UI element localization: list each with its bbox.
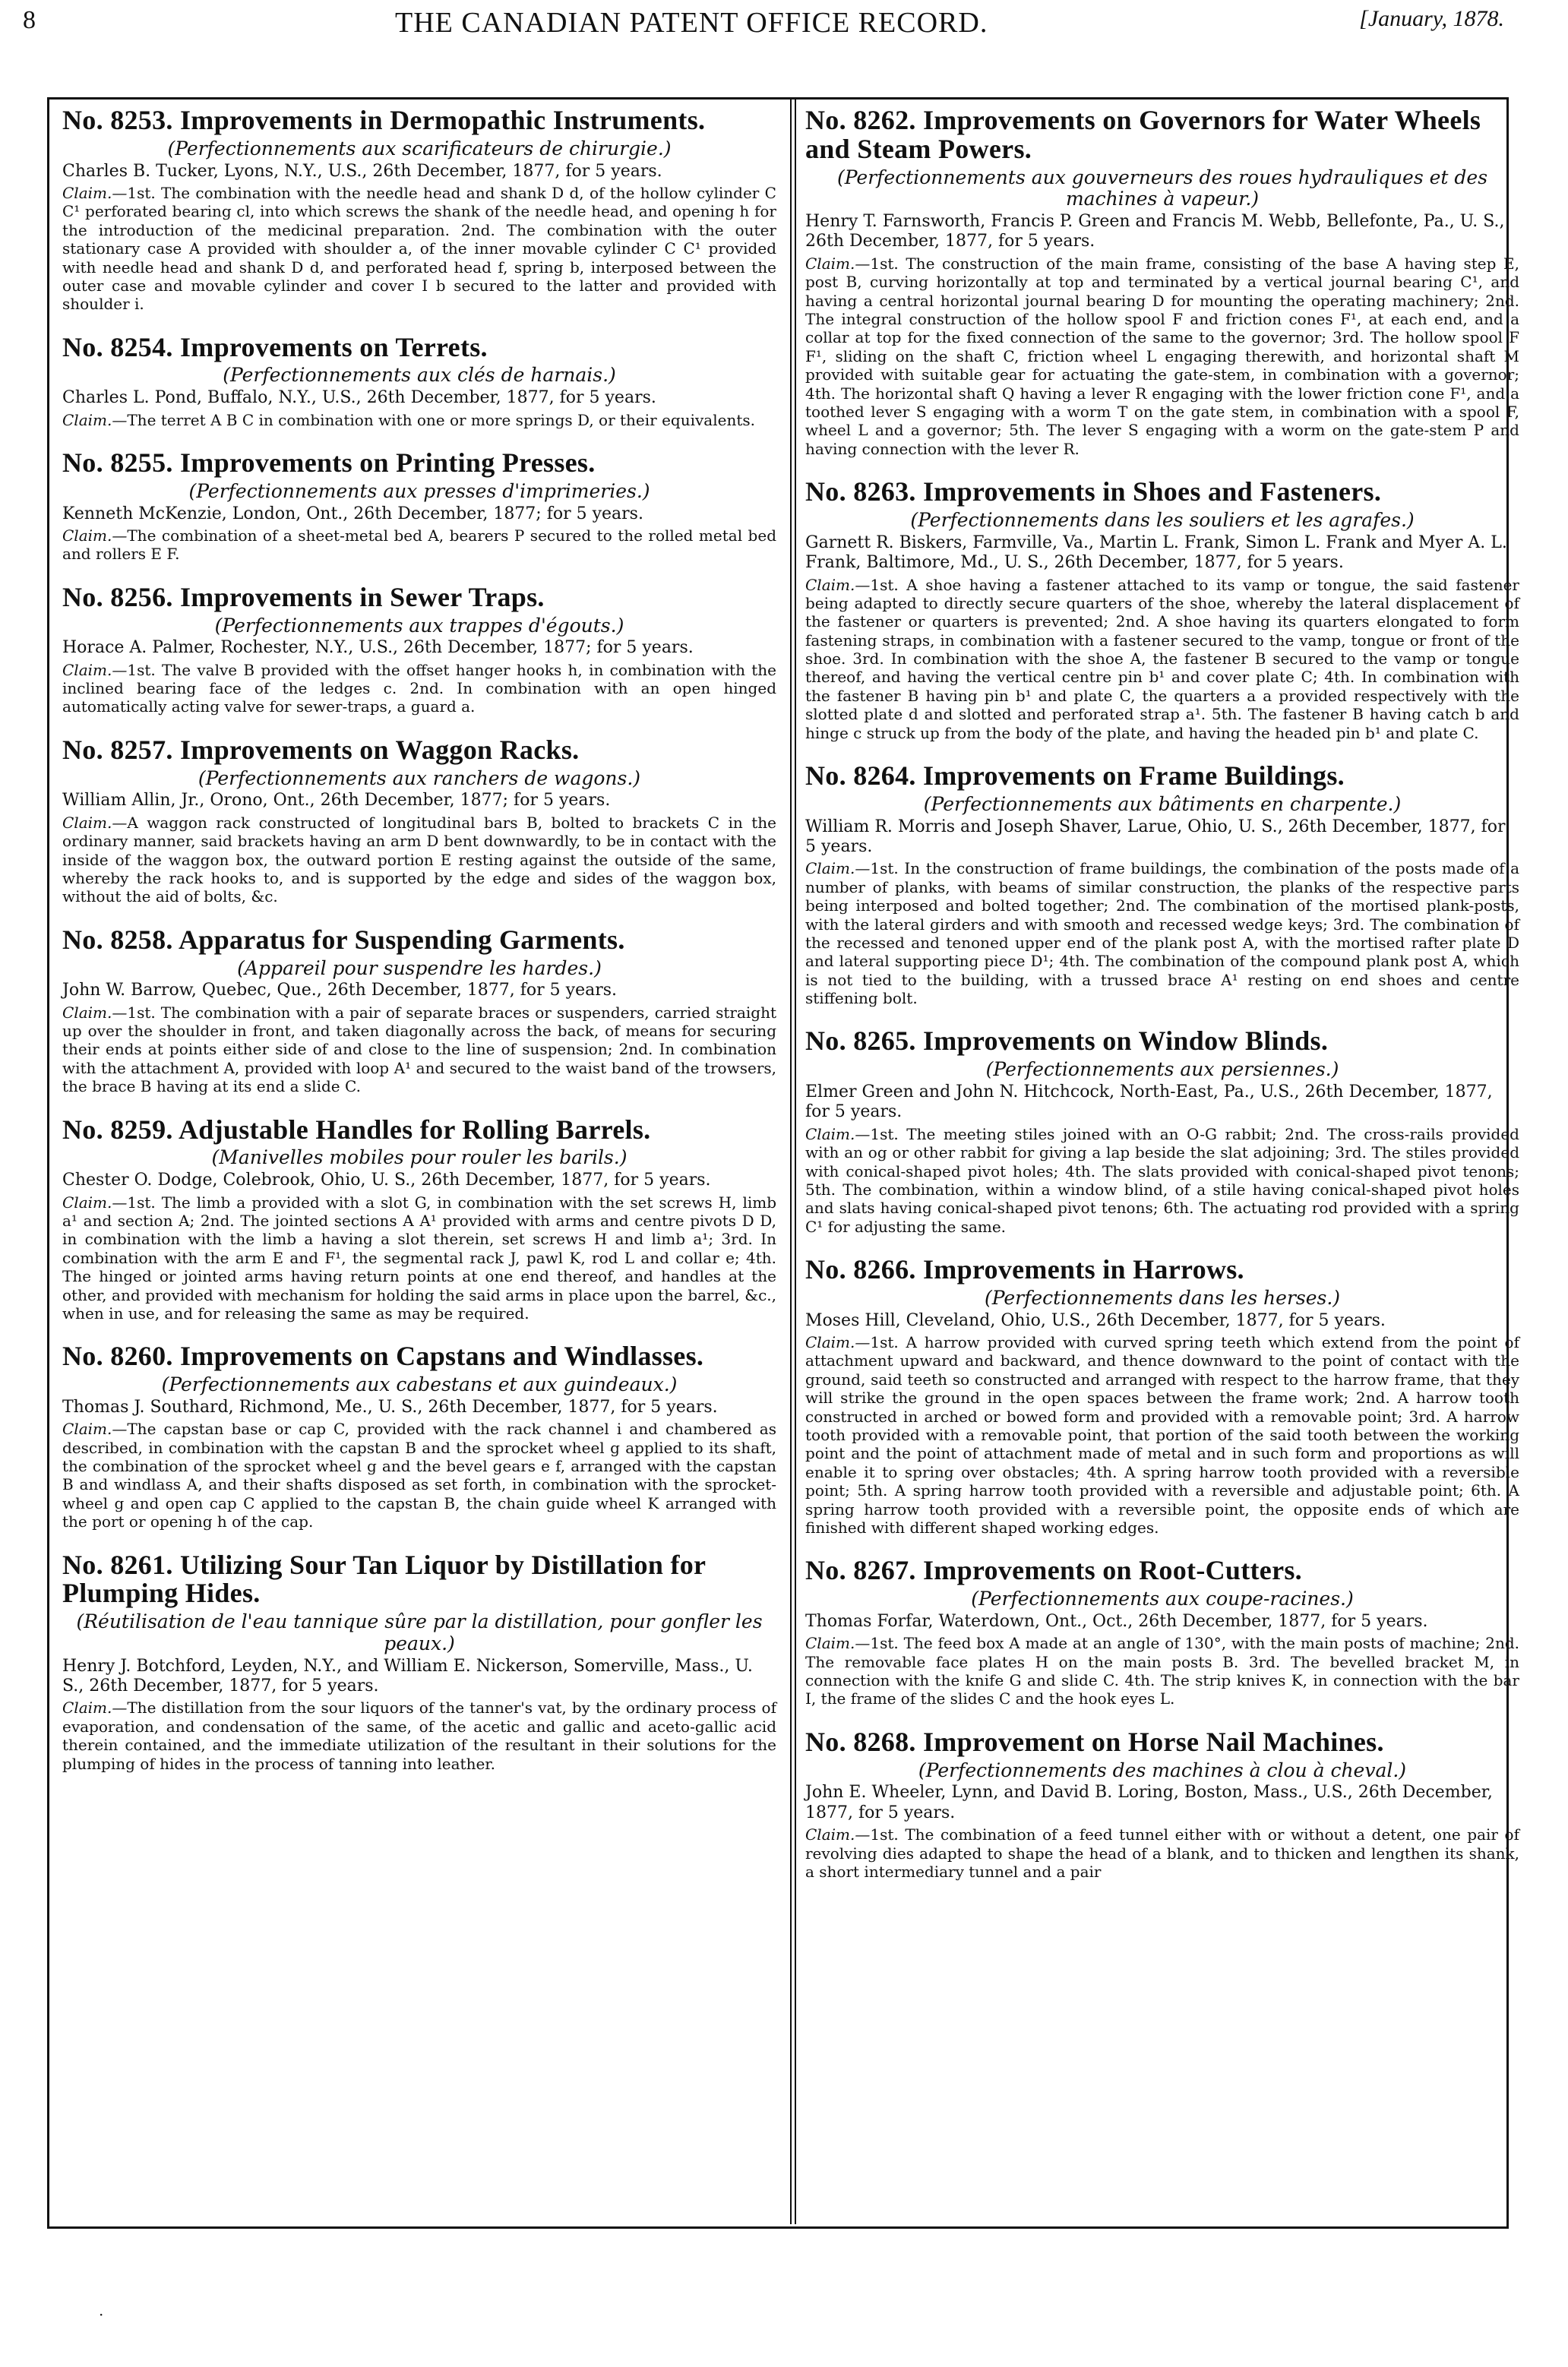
claim-text bbox=[62, 1003, 776, 1096]
patent-entry bbox=[62, 1116, 776, 1323]
claim-body: 1st. The combination of a feed tunnel either with or without a detent, one pair of revolving dies adapted to shape the head of a blank, and to thicken and lengthen its shank, a short intermediary tunnel and a pair bbox=[805, 1825, 1519, 1881]
claim-body: 1st. A shoe having a fastener attached to its vamp or tongue, the said fastener being adapted to directly secure quarters of the shoe, whereby the lateral displacement of the fastener or quarters is prevented; 2nd. A shoe having its quarters elongated to form fastening straps, in combination with a fastener secured to the vamp, tongue or front of the shoe. 3rd. In combination with the shoe A, the fastener B secured to the vamp or tongue thereof, and having the vertical centre pin b¹ and cover plate C; 4th. In combination with the fastener B having pin b¹ and plate C, the quarters a a provided respectively with the slotted plate d and slotted and perforated strap a¹. 5th. The fastener B having catch b and hinge c struck up from the body of the plate, and having the headed pin b¹ and plate C. bbox=[805, 575, 1519, 742]
inventor-line: Henry J. Botchford, Leyden, N.Y., and William E. Nickerson, Somerville, Mass., U. S., 26th December, 1877, for 5 years. bbox=[62, 1656, 753, 1696]
claim-text bbox=[805, 1634, 1519, 1708]
patent-heading: No. 8261. Utilizing Sour Tan Liquor by Distillation for Plumping Hides. bbox=[62, 1549, 706, 1609]
french-title: (Perfectionnements aux coupe-racines.) bbox=[971, 1588, 1354, 1610]
french-title: (Réutilisation de l'eau tannique sûre par la distillation, pour gonfler les peaux.) bbox=[76, 1610, 763, 1654]
column-divider bbox=[790, 97, 796, 2224]
french-title: (Perfectionnements aux trappes d'égouts.) bbox=[214, 614, 624, 637]
right-column bbox=[805, 106, 1519, 1901]
inventor-line: Moses Hill, Cleveland, Ohio, U.S., 26th December, 1877, for 5 years. bbox=[805, 1310, 1386, 1330]
claim-label: Claim.— bbox=[62, 660, 128, 679]
patent-entry bbox=[62, 736, 776, 906]
patent-heading: No. 8260. Improvements on Capstans and Windlasses. bbox=[62, 1341, 704, 1372]
claim-label: Claim.— bbox=[62, 526, 128, 545]
claim-text bbox=[805, 1125, 1519, 1236]
french-title: (Perfectionnements aux cabestans et aux guindeaux.) bbox=[161, 1373, 678, 1396]
claim-label: Claim.— bbox=[62, 410, 128, 429]
patent-entry bbox=[62, 333, 776, 429]
patent-heading: No. 8257. Improvements on Waggon Racks. bbox=[62, 734, 580, 765]
page-number: 8 bbox=[23, 6, 36, 34]
patent-entry bbox=[62, 106, 776, 314]
claim-body: The capstan base or cap C, provided with the rack channel i and chambered as described, in combination with the capstan B and the sprocket wheel g applied to its shaft, the combination of the sprocket wheel g and the bevel gears e f, arranged with the capstan B and windlass A, and their shafts disposed as set forth, in combination with the sprocket-wheel g and open cap C applied to the capstan B, the chain guide wheel K arranged with the port or opening h of the cap. bbox=[62, 1420, 776, 1531]
french-title: (Perfectionnements aux scarificateurs de chirurgie.) bbox=[167, 137, 672, 160]
patent-heading: No. 8262. Improvements on Governors for Water Wheels and Steam Powers. bbox=[805, 105, 1481, 164]
claim-text bbox=[805, 859, 1519, 1007]
inventor-line: Charles B. Tucker, Lyons, N.Y., U.S., 26th December, 1877, for 5 years. bbox=[62, 161, 662, 181]
inventor-line: Garnett R. Biskers, Farmville, Va., Martin L. Frank, Simon L. Frank and Myer A. L. Frank, Baltimore, Md., U. S., 26th December, 1877, for 5 years. bbox=[805, 532, 1507, 573]
patent-heading: No. 8255. Improvements on Printing Presses. bbox=[62, 447, 596, 478]
claim-text bbox=[805, 1825, 1519, 1881]
french-title: (Perfectionnements aux presses d'imprimeries.) bbox=[188, 479, 650, 502]
inventor-line: Henry T. Farnsworth, Francis P. Green and Francis M. Webb, Bellefonte, Pa., U. S., 26th December, 1877, for 5 years. bbox=[805, 212, 1505, 251]
claim-label: Claim.— bbox=[805, 254, 871, 273]
claim-label: Claim.— bbox=[62, 813, 128, 832]
claim-label: Claim.— bbox=[805, 1634, 871, 1653]
patent-entry bbox=[805, 762, 1519, 1007]
claim-body: 1st. The meeting stiles joined with an O-G rabbit; 2nd. The cross-rails provided with an og or other rabbit for giving a lap beside the slat adjoining; 3rd. The stiles provided with conical-shaped pivot holes; 4th. The slats provided with conical-shaped pivot tenons; 5th. The combination, within a window blind, of a stile having conical-shaped pivot holes and slats having conical-shaped pivot tenons; 6th. The actuating rod provided with a spring C¹ for adjusting the same. bbox=[805, 1124, 1519, 1236]
inventor-line: John E. Wheeler, Lynn, and David B. Loring, Boston, Mass., U.S., 26th December, 1877, for 5 years. bbox=[805, 1783, 1493, 1822]
left-column bbox=[62, 106, 776, 1793]
patent-heading: No. 8267. Improvements on Root-Cutters. bbox=[805, 1555, 1302, 1586]
patent-entry bbox=[62, 583, 776, 716]
french-title: (Perfectionnements dans les souliers et les agrafes.) bbox=[910, 508, 1415, 531]
french-title: (Perfectionnements aux clés de harnais.) bbox=[223, 364, 616, 387]
patent-entry bbox=[805, 1027, 1519, 1236]
patent-entry bbox=[805, 106, 1519, 458]
patent-entry bbox=[62, 926, 776, 1096]
claim-label: Claim.— bbox=[62, 1193, 128, 1212]
patent-entry bbox=[62, 1342, 776, 1531]
patent-heading: No. 8264. Improvements on Frame Buildings. bbox=[805, 760, 1345, 792]
claim-text bbox=[62, 661, 776, 716]
claim-body: 1st. A harrow provided with curved spring teeth which extend from the point of attachment upward and backward, and thence downward to the point of contact with the ground, said teeth so constructed and arranged with respect to the harrow frame, that they will strike the ground in the open spaces between the frame work; 2nd. A harrow tooth constructed in arched or bowed form and provided with a removable point; 3rd. A harrow tooth provided with a removable point, that portion of the said tooth between the working point and the point of attachment made of metal and in such form and proportions as will enable it to spring over obstacles; 4th. A spring harrow tooth provided with a reversible point; 5th. A spring harrow tooth provided with a reversible and adjustable point; 6th. A spring harrow tooth provided with a reversible point, the opposite ends of which are finished with different shaped working edges. bbox=[805, 1333, 1519, 1537]
claim-label: Claim.— bbox=[805, 1124, 871, 1143]
patent-heading: No. 8253. Improvements in Dermopathic Instruments. bbox=[62, 105, 706, 135]
claim-text bbox=[805, 576, 1519, 743]
inventor-line: John W. Barrow, Quebec, Que., 26th December, 1877, for 5 years. bbox=[62, 981, 618, 1000]
french-title: (Perfectionnements aux gouverneurs des roues hydrauliques et des machines à vapeur.) bbox=[836, 166, 1488, 210]
patent-heading: No. 8258. Apparatus for Suspending Garments. bbox=[62, 924, 625, 955]
french-title: (Perfectionnements aux bâtiments en charpente.) bbox=[923, 792, 1402, 815]
claim-label: Claim.— bbox=[805, 575, 871, 594]
patent-entry bbox=[805, 478, 1519, 742]
claim-body: 1st. The combination with a pair of separate braces or suspenders, carried straight up over the shoulder in front, and taken diagonally across the back, of means for securing their ends at points either side of and close to the line of suspension; 2nd. In combination with the attachment A, provided with loop A¹ and secured to the waist band of the trowsers, the brace B having at its end a slide C. bbox=[62, 1003, 776, 1096]
claim-text bbox=[62, 1193, 776, 1323]
french-title: (Perfectionnements aux persiennes.) bbox=[985, 1058, 1339, 1081]
inventor-line: Charles L. Pond, Buffalo, N.Y., U.S., 26th December, 1877, for 5 years. bbox=[62, 388, 656, 408]
french-title: (Perfectionnements des machines à clou à cheval.) bbox=[918, 1759, 1407, 1781]
patent-heading: No. 8263. Improvements in Shoes and Fasteners. bbox=[805, 476, 1382, 507]
patent-entry bbox=[805, 1556, 1519, 1708]
french-title: (Perfectionnements dans les herses.) bbox=[984, 1286, 1341, 1309]
patent-entry bbox=[805, 1256, 1519, 1537]
claim-text bbox=[62, 1420, 776, 1531]
patent-entry bbox=[62, 449, 776, 564]
french-title: (Perfectionnements aux ranchers de wagons.) bbox=[198, 766, 641, 789]
inventor-line: Kenneth McKenzie, London, Ont., 26th December, 1877; for 5 years. bbox=[62, 504, 643, 523]
patent-heading: No. 8254. Improvements on Terrets. bbox=[62, 331, 488, 362]
claim-text bbox=[62, 411, 776, 429]
patent-entry bbox=[62, 1551, 776, 1773]
french-title: (Manivelles mobiles pour rouler les barils.) bbox=[211, 1146, 628, 1169]
claim-body: The distillation from the sour liquors of the tanner's vat, by the ordinary process of evaporation, and condensation of the same, of the acetic and gallic and aceto-gallic acid therein contained, and the immediate utilization of the resultant in their solutions for the plumping of hides in the process of tanning into leather. bbox=[62, 1699, 776, 1773]
claim-label: Claim.— bbox=[62, 1699, 128, 1718]
claim-text bbox=[62, 814, 776, 906]
footer-mark: · bbox=[99, 2305, 104, 2324]
claim-body: 1st. The construction of the main frame, consisting of the base A having step E, post B, curving horizontally at top and terminated by a vertical journal bearing C¹, and having a central horizontal journal bearing D for mounting the operating machinery; 2nd. The integral construction of the hollow spool F and friction cones F¹, at each end, and a collar at top for the fixed connection of the same to the governor; 3rd. The hollow spool F F¹, sliding on the shaft C, friction wheel L engaging therewith, and horizontal shaft M provided with suitable gear for actuating the gate-stem, in combination with a governor; 4th. The horizontal shaft Q having a lever R engaging with the lower friction cone F¹, and a toothed lever S engaging with a worm T on the gate stem, in combination with a spool F, wheel L and a governor; 5th. The lever S engaging with a worm on the gate-stem P and having connection with the lever R. bbox=[805, 254, 1519, 458]
patent-entry bbox=[805, 1728, 1519, 1882]
patent-heading: No. 8266. Improvements in Harrows. bbox=[805, 1254, 1244, 1285]
patent-heading: No. 8259. Adjustable Handles for Rolling Barrels. bbox=[62, 1114, 651, 1145]
inventor-line: Elmer Green and John N. Hitchcock, North-East, Pa., U.S., 26th December, 1877, for 5 years. bbox=[805, 1082, 1493, 1122]
issue-date: [January, 1878. bbox=[1359, 6, 1504, 31]
claim-body: 1st. The limb a provided with a slot G, in combination with the set screws H, limb a¹ and section A; 2nd. The jointed sections A A¹ provided with arms and centre pivots D D, in combination with the limb a having a slot therein, set screws H and limb a¹; 3rd. In combination with the arm E and F¹, the segmental rack J, pawl K, rod L and collar e; 4th. The hinged or jointed arms having return points at one end thereof, and handles at the other, and provided with mechanism for holding the said arms in place upon the barrel, &c., when in use, and for releasing the same as may be required. bbox=[62, 1193, 776, 1323]
claim-body: The combination of a sheet-metal bed A, bearers P secured to the rolled metal bed and rollers E F. bbox=[62, 526, 776, 564]
claim-body: 1st. The feed box A made at an angle of 130°, with the main posts of machine; 2nd. The removable face plates H on the main posts B. 3rd. The bevelled bracket M, in connection with the knife G and slide C. 4th. The strip knives K, in connection with the bar I, the frame of the slides C and the hook eyes L. bbox=[805, 1634, 1519, 1708]
claim-body: A waggon rack constructed of longitudinal bars B, bolted to brackets C in the ordinary manner, said brackets having an arm D bent downwardly, to be in contact with the inside of the waggon box, the outward portion E resting against the outside of the same, whereby the rack hooks to, and is supported by the edge and sides of the waggon box, without the aid of bolts, &c. bbox=[62, 813, 776, 906]
claim-label: Claim.— bbox=[805, 859, 871, 878]
claim-text bbox=[62, 1699, 776, 1773]
inventor-line: Thomas J. Southard, Richmond, Me., U. S., 26th December, 1877, for 5 years. bbox=[62, 1397, 718, 1417]
inventor-line: Thomas Forfar, Waterdown, Ont., Oct., 26th December, 1877, for 5 years. bbox=[805, 1611, 1428, 1631]
inventor-line: William Allin, Jr., Orono, Ont., 26th December, 1877; for 5 years. bbox=[62, 791, 611, 811]
patent-heading: No. 8256. Improvements in Sewer Traps. bbox=[62, 581, 545, 612]
claim-label: Claim.— bbox=[805, 1825, 871, 1844]
claim-label: Claim.— bbox=[62, 1420, 128, 1439]
claim-body: 1st. In the construction of frame buildings, the combination of the posts made of a number of planks, with beams of similar construction, the planks of the respective parts being interposed and bolted together; 2nd. The combination of the mortised plank-posts, with the lateral girders and with smooth and recessed wedge keys; 3rd. The combination of the recessed and tenoned upper end of the plank post A, with the mortised rafter plate D and lateral supporting piece D¹; 4th. The combination of the compound plank post A, which is not tied to the building, with a trussed brace A¹ resting on end shoes and centre stiffening bolt. bbox=[805, 859, 1519, 1008]
page-header bbox=[23, 6, 1504, 43]
claim-text bbox=[62, 526, 776, 564]
claim-label: Claim.— bbox=[62, 1003, 128, 1022]
inventor-line: William R. Morris and Joseph Shaver, Larue, Ohio, U. S., 26th December, 1877, for 5 years. bbox=[805, 817, 1506, 856]
french-title: (Appareil pour suspendre les hardes.) bbox=[237, 956, 602, 979]
inventor-line: Horace A. Palmer, Rochester, N.Y., U.S., 26th December, 1877; for 5 years. bbox=[62, 638, 694, 658]
claim-body: The terret A B C in combination with one or more springs D, or their equivalents. bbox=[127, 410, 755, 429]
claim-label: Claim.— bbox=[62, 183, 128, 202]
patent-heading: No. 8268. Improvement on Horse Nail Machines. bbox=[805, 1726, 1384, 1757]
inventor-line: Chester O. Dodge, Colebrook, Ohio, U. S., 26th December, 1877, for 5 years. bbox=[62, 1171, 711, 1190]
patent-heading: No. 8265. Improvements on Window Blinds. bbox=[805, 1025, 1329, 1057]
claim-text bbox=[805, 254, 1519, 458]
claim-label: Claim.— bbox=[805, 1333, 871, 1352]
claim-body: 1st. The valve B provided with the offset hanger hooks h, in combination with the inclined bearing face of the ledges c. 2nd. In combination with an open hinged automatically acting valve for sewer-traps, a guard a. bbox=[62, 660, 776, 716]
claim-text bbox=[62, 184, 776, 314]
publication-title: THE CANADIAN PATENT OFFICE RECORD. bbox=[395, 7, 988, 39]
claim-text bbox=[805, 1333, 1519, 1537]
claim-body: 1st. The combination with the needle head and shank D d, of the hollow cylinder C C¹ perforated bearing cl, into which screws the shank of the needle head, and opening h for the introduction of the medicinal preparation. 2nd. The combination with the outer stationary case A provided with shoulder a, of the inner movable cylinder C C¹ provided with needle head and shank D d, and perforated head f, spring b, interposed between the outer case and movable cylinder and cover I b secured to the latter and provided with shoulder i. bbox=[62, 183, 776, 314]
